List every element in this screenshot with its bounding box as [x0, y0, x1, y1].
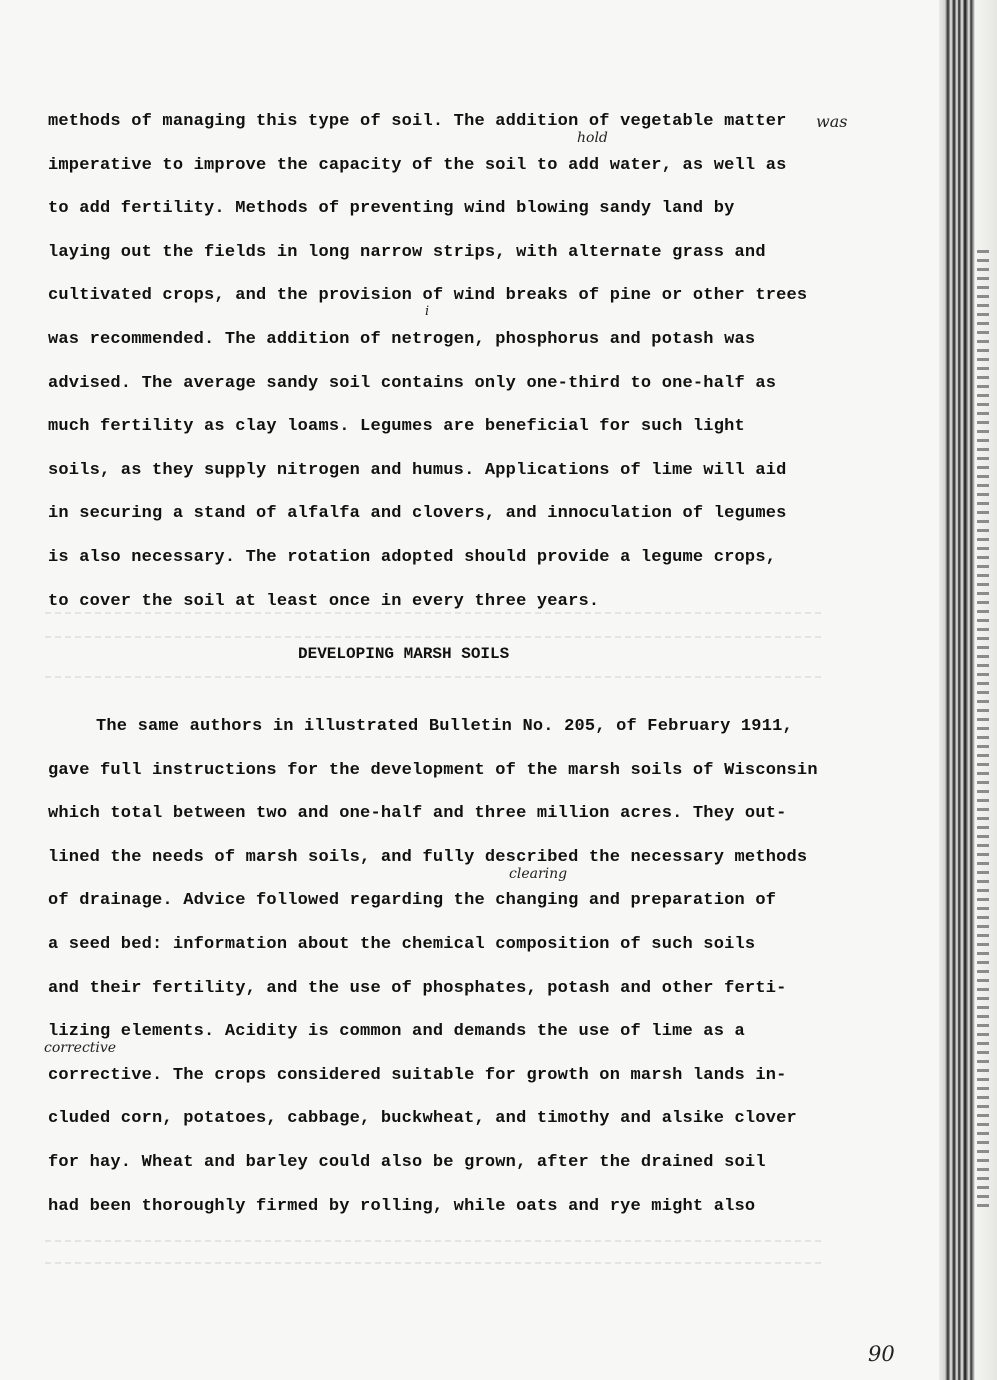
- handwritten-annotation-was: was: [816, 112, 848, 131]
- text-line: advised. The average sandy soil contains only one-third to one-half as: [48, 373, 777, 393]
- text-line: in securing a stand of alfalfa and clovers, and innoculation of legumes: [48, 504, 787, 524]
- handwritten-annotation-i: i: [425, 304, 430, 319]
- bleed-through-line: [45, 676, 825, 678]
- text-line: cultivated crops, and the provision of wind breaks of pine or other trees: [48, 286, 808, 306]
- text-line: The same authors in illustrated Bulletin No. 205, of February 1911,: [96, 717, 793, 736]
- binding-edge-markings: [977, 250, 989, 1210]
- text-line: a seed bed: information about the chemical composition of such soils: [48, 934, 756, 954]
- text-line: and their fertility, and the use of phosphates, potash and other ferti-: [48, 978, 787, 998]
- text-line: of drainage. Advice followed regarding the changing and preparation of: [48, 891, 777, 911]
- text-line: for hay. Wheat and barley could also be grown, after the drained soil: [48, 1152, 766, 1172]
- text-line: corrective. The crops considered suitable for growth on marsh lands in-: [48, 1065, 787, 1085]
- text-line: gave full instructions for the development of the marsh soils of Wisconsin: [48, 760, 818, 780]
- text-line: much fertility as clay loams. Legumes are beneficial for such light: [48, 417, 745, 437]
- page-number: 90: [868, 1342, 895, 1366]
- text-line: to add fertility. Methods of preventing wind blowing sandy land by: [48, 199, 735, 219]
- bleed-through-line: [45, 636, 825, 638]
- text-line: cluded corn, potatoes, cabbage, buckwheat, and timothy and alsike clover: [48, 1109, 797, 1129]
- text-line: lined the needs of marsh soils, and fully described the necessary methods: [48, 847, 808, 867]
- handwritten-annotation-corrective: corrective: [44, 1040, 117, 1056]
- handwritten-annotation-clearing: clearing: [509, 866, 568, 882]
- book-binding-edge: [939, 0, 997, 1380]
- text-line: had been thoroughly firmed by rolling, while oats and rye might also: [48, 1196, 756, 1216]
- text-line: soils, as they supply nitrogen and humus. Applications of lime will aid: [48, 460, 787, 480]
- text-line: laying out the fields in long narrow strips, with alternate grass and: [48, 242, 766, 262]
- text-line: was recommended. The addition of netrogen, phosphorus and potash was: [48, 329, 756, 349]
- paragraph-sandy-soils: [48, 100, 848, 623]
- text-line: lizing elements. Acidity is common and demands the use of lime as a: [48, 1022, 745, 1042]
- text-line: is also necessary. The rotation adopted should provide a legume crops,: [48, 547, 777, 567]
- text-line: which total between two and one-half and three million acres. They out-: [48, 804, 787, 824]
- bleed-through-line: [45, 1240, 825, 1242]
- paragraph-marsh-soils: [48, 705, 848, 1228]
- text-line: imperative to improve the capacity of the soil to add water, as well as: [48, 155, 787, 175]
- handwritten-annotation-hold: hold: [577, 130, 608, 146]
- section-heading: DEVELOPING MARSH SOILS: [298, 645, 510, 663]
- text-line: to cover the soil at least once in every three years.: [48, 591, 600, 611]
- text-line: methods of managing this type of soil. The addition of vegetable matter: [48, 112, 787, 131]
- bleed-through-line: [45, 1262, 825, 1264]
